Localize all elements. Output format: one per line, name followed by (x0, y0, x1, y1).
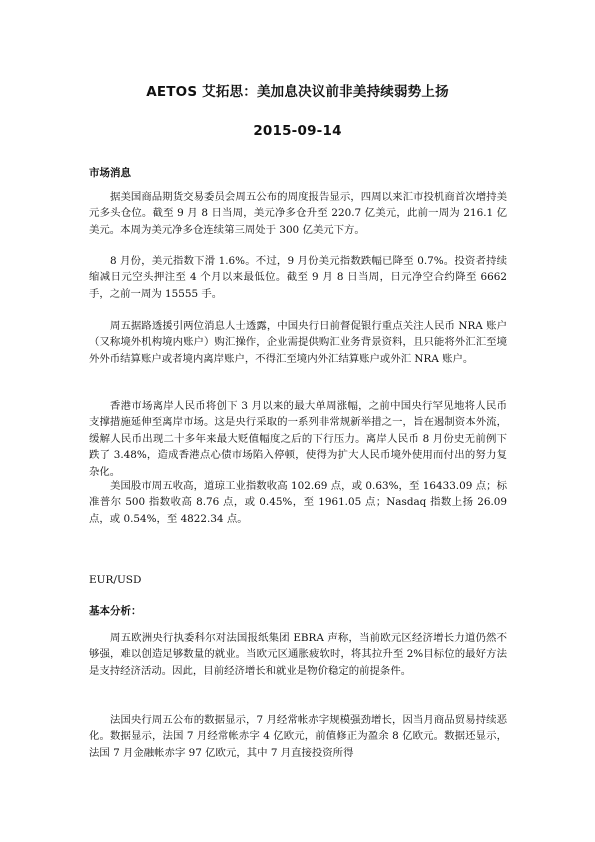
document-title: AETOS 艾拓思：美加息决议前非美持续弱势上扬 (146, 84, 449, 100)
paragraph: 周五欧洲央行执委科尔对法国报纸集团 EBRA 声称，当前欧元区经济增长力道仍然不够强，难以创造足够数量的就业。当欧元区通胀疲软时，将其拉升至 2%目标位的最好方法是支持经济活动。因此，目前经济增长和就业是物价稳定的前提条件。 (89, 632, 507, 677)
paragraph: 8 月份，美元指数下滑 1.6%。不过，9 月份美元指数跌幅已降至 0.7%。投资者持续缩减日元空头押注至 4 个月以来最低位。截至 9 月 8 日当周，日元净空合约降至 6662 手，之前一周为 15555 手。 (89, 255, 507, 300)
document-date: 2015-09-14 (253, 123, 342, 139)
section-heading-eurusd: EUR/USD (89, 574, 142, 586)
paragraph: 周五据路透援引两位消息人士透露，中国央行日前督促银行重点关注人民币 NRA 账户（又称境外机构境内账户）购汇操作，企业需提供购汇业务背景资料，且只能将外汇汇至境外外币结算账户或者境内离岸账户，不得汇至境内外汇结算账户或外汇 NRA 账户。 (89, 320, 507, 365)
subheading-fundamental-analysis: 基本分析： (89, 605, 142, 617)
paragraph: 法国央行周五公布的数据显示，7 月经常帐赤字规模强劲增长，因当月商品贸易持续恶化。数据显示，法国 7 月经常帐赤字 4 亿欧元，前值修正为盈余 8 亿欧元。数据还显示，法国 7 月金融帐赤字 97 亿欧元，其中 7 月直接投资所得 (89, 714, 507, 759)
paragraph: 香港市场离岸人民币将创下 3 月以来的最大单周涨幅，之前中国央行罕见地将人民币支撑措施延伸至离岸市场。这是央行采取的一系列非常规新举措之一，旨在遏制资本外流，缓解人民币出现二十多年来最大贬值幅度之后的下行压力。离岸人民币 8 月份史无前例下跌了 3.48%，造成香港点心债市场陷入停顿，使得为扩大人民币境外使用而付出的努力复杂化。 (89, 400, 507, 478)
section-heading-market-news: 市场消息 (89, 167, 131, 179)
paragraph: 美国股市周五收高，道琼工业指数收高 102.69 点，或 0.63%，至 16433.09 点；标准普尔 500 指数收高 8.76 点，或 0.45%，至 1961.05 点；Nasdaq 指数上扬 26.09 点，或 0.54%，至 4822.34 点。 (89, 480, 508, 525)
paragraph: 据美国商品期货交易委员会周五公布的周度报告显示，四周以来汇市投机商首次增持美元多头仓位。截至 9 月 8 日当周，美元净多仓升至 220.7 亿美元，此前一周为 216.1 亿美元。本周为美元净多仓连续第三周处于 300 亿美元下方。 (89, 191, 507, 236)
